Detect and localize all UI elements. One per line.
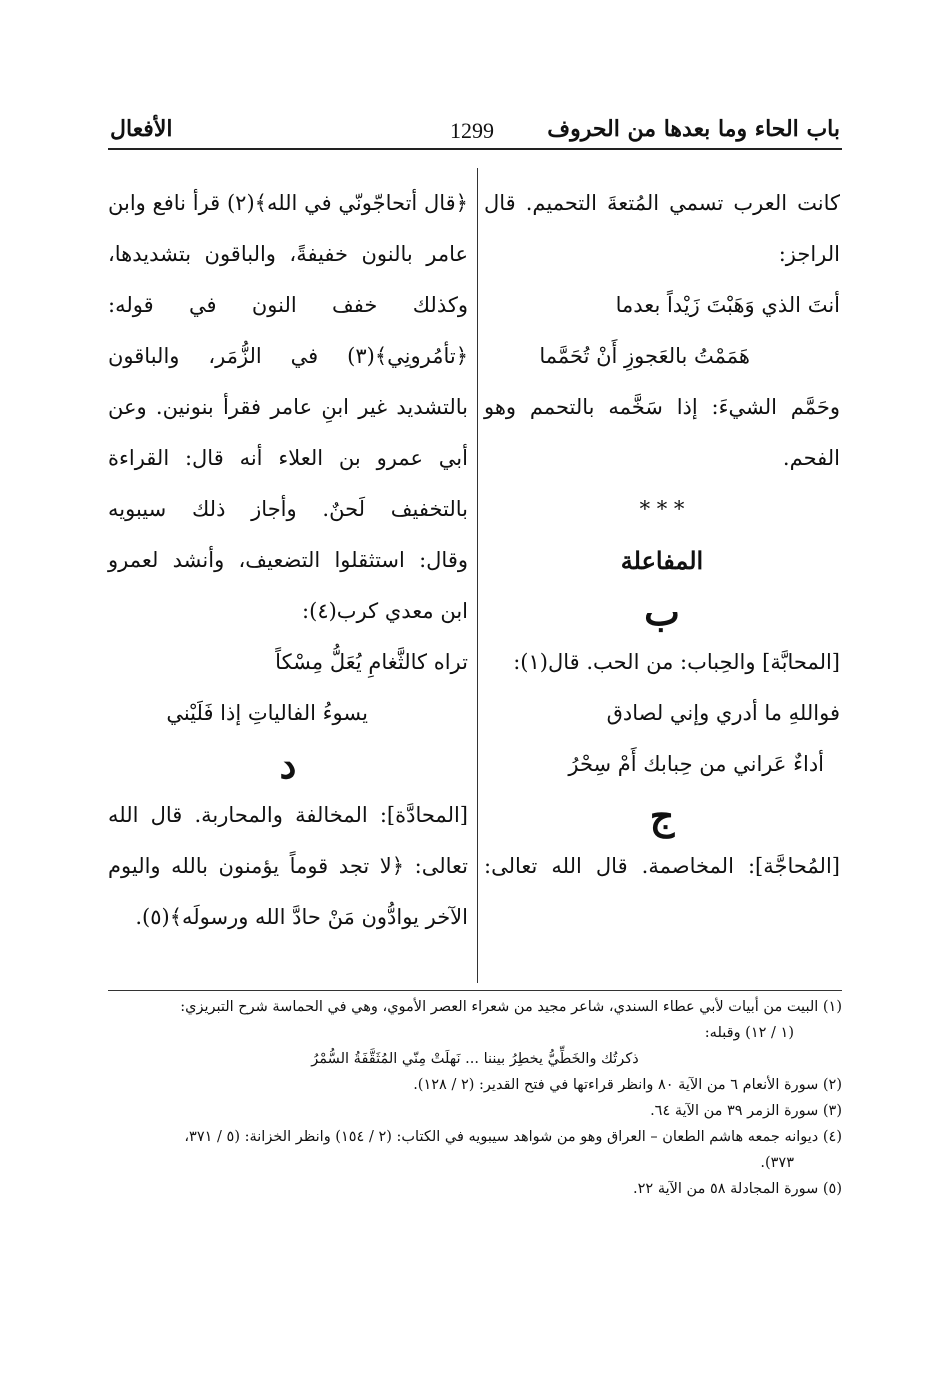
- footnote-continuation: (١ / ١٢) وقبله:: [704, 1025, 794, 1041]
- text-line: [المحابَّة] والحِباب: من الحب. قال(١):: [513, 650, 840, 674]
- footnote-divider: [108, 990, 842, 991]
- verse-line: أداءٌ عَراني من حِبابك أَمْ سِحْرُ: [568, 752, 824, 776]
- text-line: بالتخفيف لَحنٌ. وأجاز ذلك سيبويه: [108, 497, 468, 521]
- text-line: ﴿تأمُرونِي﴾(٣) في الزُّمَر، والباقون: [108, 344, 468, 368]
- verse-line: أنتَ الذي وَهَبْتَ زَيْداً بعدما: [615, 293, 840, 317]
- text-line: [المُحاجَّة]: المخاصمة. قال الله تعالى:: [484, 854, 840, 878]
- text-line: وكذلك خفف النون في قوله:: [108, 293, 468, 317]
- section-title: الأفعال: [110, 116, 173, 142]
- footnote: (٣) سورة الزمر ٣٩ من الآية ٦٤.: [650, 1103, 842, 1119]
- left-column: [108, 178, 468, 943]
- text-line: عامر بالنون خفيفةً، والباقون بتشديدها،: [108, 242, 468, 266]
- section-separator: * * *: [639, 497, 685, 521]
- verse-line: هَمَمْتُ بالعَجوزِ أَنْ تُحَمَّما: [539, 344, 750, 368]
- page-number: 1299: [450, 118, 494, 143]
- text-line: ابن معدي كرب(٤):: [302, 599, 468, 623]
- text-line: ﴿قال أتحاجّونّي في الله﴾(٢) قرأ نافع وابن: [108, 191, 468, 215]
- footnote: (٥) سورة المجادلة ٥٨ من الآية ٢٢.: [633, 1181, 842, 1197]
- right-column: [484, 178, 840, 892]
- text-line: أبي عمرو بن العلاء أنه قال: القراءة: [108, 446, 468, 470]
- letter-heading: ب: [644, 589, 680, 634]
- verse-line: يسوءُ الفالياتِ إذا فَلَيْني: [166, 701, 368, 725]
- text-line: الآخر يوادُّون مَنْ حادَّ الله ورسولَه﴾(٥).: [135, 905, 468, 929]
- verse-line: تراه كالثَّغامِ يُعَلُّ مِسْكاً: [275, 650, 468, 674]
- page-header: [110, 112, 840, 150]
- text-line: تعالى: ﴿لا تجد قوماً يؤمنون بالله واليوم: [108, 854, 468, 878]
- footnote-continuation: ٣٧٣).: [760, 1155, 794, 1171]
- footnote: (٤) ديوانه جمعه هاشم الطعان – العراق وهو من شواهد سيبويه في الكتاب: (٢ / ١٥٤) وانظر الخزانة: (٥ / ٣٧١،: [184, 1129, 842, 1145]
- footnote-verse: ذكرتُك والخَطِّيُّ يخطِرُ بيننا ... نَهلَتْ مِنّي المُثَقَّفَةُ السُّمْرُ: [311, 1051, 639, 1067]
- text-line: وقال: استثقلوا التضعيف، وأنشد لعمرو: [108, 548, 468, 572]
- text-line: وحَمَّم الشيءَ: إذا سَخَّمه بالتحمم وهو: [484, 395, 840, 419]
- letter-heading: د: [279, 742, 297, 787]
- section-heading: المفاعلة: [620, 546, 704, 575]
- text-line: [المحادَّة]: المخالفة والمحاربة. قال الله: [108, 803, 468, 827]
- footnote: (١) البيت من أبيات لأبي عطاء السندي، شاعر مجيد من شعراء العصر الأموي، وهي في الحماسة شرح التبريزي:: [180, 999, 842, 1015]
- chapter-title: باب الحاء وما بعدها من الحروف: [547, 116, 840, 142]
- text-line: الفحم.: [782, 446, 840, 470]
- footnote: (٢) سورة الأنعام ٦ من الآية ٨٠ وانظر قراءتها في فتح القدير: (٢ / ١٢٨).: [413, 1077, 842, 1093]
- header-divider: [108, 148, 842, 150]
- text-line: الراجز:: [778, 242, 840, 266]
- column-divider: [477, 168, 478, 983]
- letter-heading: ج: [649, 793, 675, 838]
- text-line: كانت العرب تسمي المُتعةَ التحميم. قال: [484, 191, 840, 215]
- footnotes: [108, 994, 842, 1202]
- verse-line: فواللهِ ما أدري وإني لصادق: [606, 701, 840, 725]
- text-line: بالتشديد غير ابنِ عامر فقرأ بنونين. وعن: [108, 395, 468, 419]
